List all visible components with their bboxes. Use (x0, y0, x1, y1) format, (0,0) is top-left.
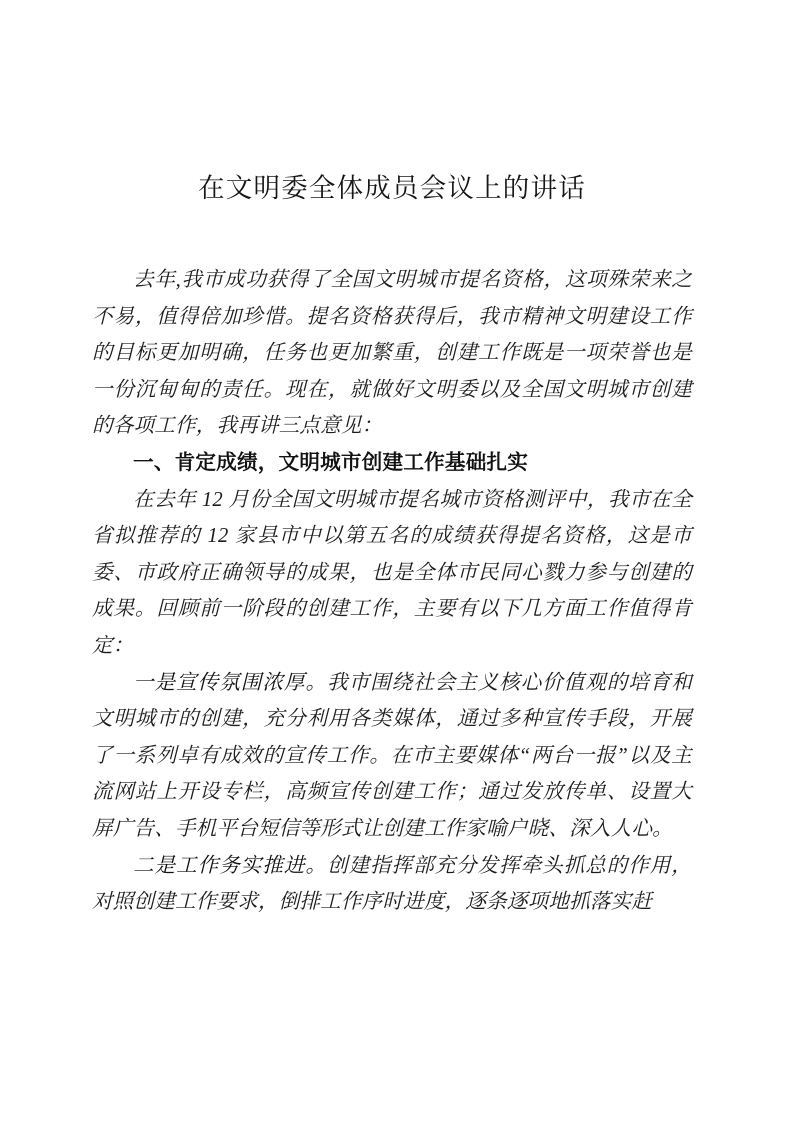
page-title: 在文明委全体成员会议上的讲话 (198, 173, 586, 203)
document-body (92, 0, 692, 921)
paragraph-intro: 去年,我市成功获得了全国文明城市提名资格，这项殊荣来之不易，值得倍加珍惜。提名资格获得后，我市精神文明建设工作的目标更加明确，任务也更加繁重，创建工作既是一项荣誉也是一份沉甸甸的责任。现在，就做好文明委以及全国文明城市创建的各项工作，我再讲三点意见： (92, 269, 692, 438)
point-one-body: 我市围绕社会主义核心价值观的培育和文明城市的创建，充分利用各类媒体，通过多种宣传手段，开展了一系列卓有成效的宣传工作。在市主要媒体“两台一报”以及主流网站上开设专栏，高频宣传创建工作；通过发放传单、设置大屏广告、手机平台短信等形式让创建工作家喻户晓、深入人心。 (92, 671, 692, 840)
section-heading-one: 一、肯定成绩，文明城市创建工作基础扎实 (133, 450, 529, 474)
point-two-lead: 二是工作务实推进。 (133, 854, 328, 877)
paragraph-point-two (92, 848, 692, 921)
point-two-body: 创建指挥部充分发挥牵头抓总的作用，对照创建工作要求，倒排工作序时进度，逐条逐项地抓落实赶 (92, 854, 692, 914)
paragraph-point-one (92, 665, 692, 848)
paragraph-assessment: 在去年 12 月份全国文明城市提名城市资格测评中，我市在全省拟推荐的 12 家县市中以第五名的成绩获得提名资格，这是市委、市政府正确领导的成果，也是全体市民同心戮力参与创建的成果。回顾前一阶段的创建工作，主要有以下几方面工作值得肯定： (92, 488, 692, 657)
point-one-lead: 一是宣传氛围浓厚。 (133, 671, 328, 694)
